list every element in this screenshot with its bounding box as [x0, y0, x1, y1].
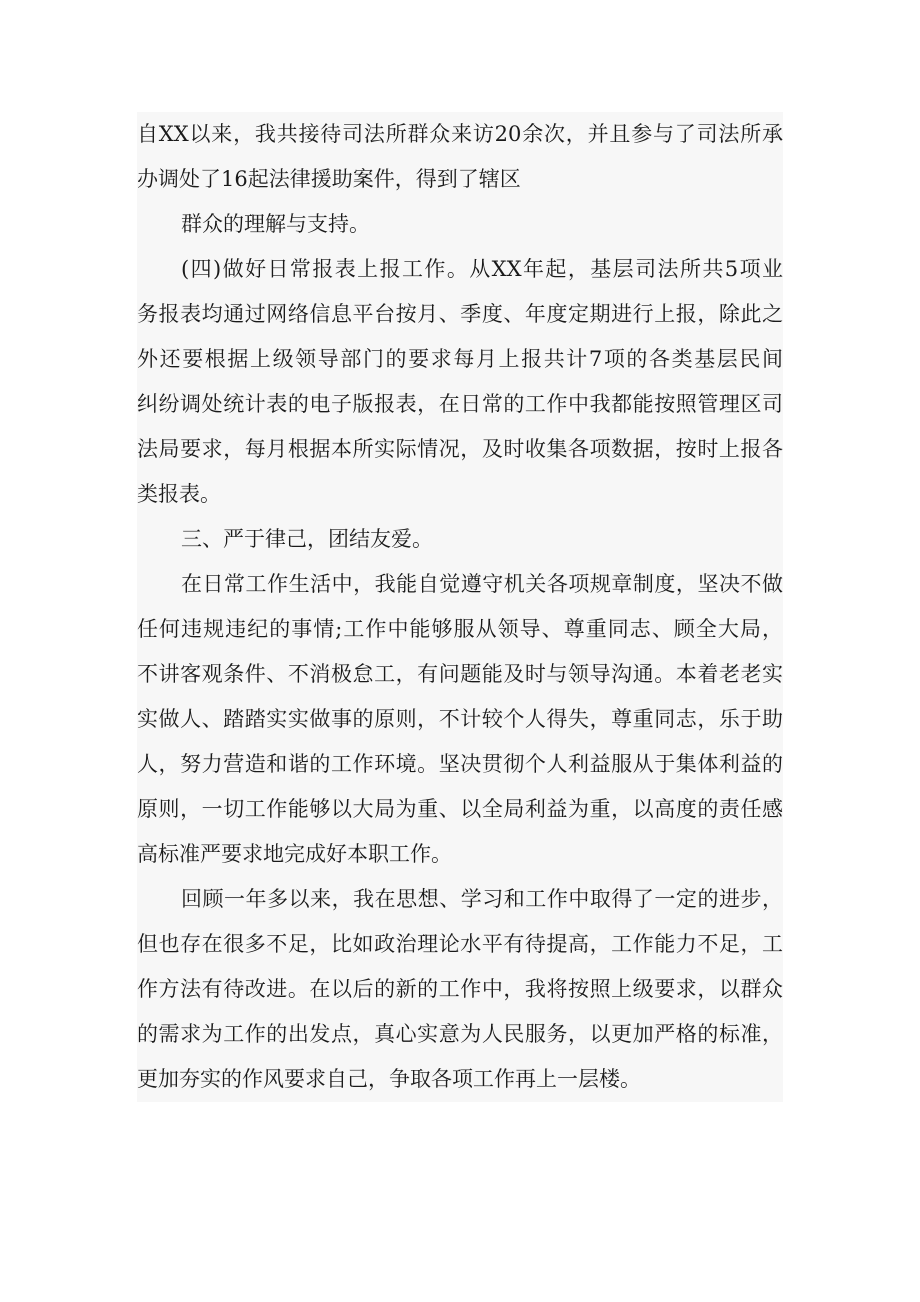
text-line: 任何违规违纪的事情;工作中能够服从领导、尊重同志、顾全大局， — [137, 617, 783, 641]
text-line: 纠纷调处统计表的电子版报表，在日常的工作中我都能按照管理区司 — [137, 392, 783, 416]
text-line: 实做人、踏踏实实做事的原则，不计较个人得失，尊重同志，乐于助 — [137, 707, 783, 731]
text-line: 类报表。 — [137, 482, 221, 506]
text-line: 群众的理解与支持。 — [181, 212, 370, 236]
text-line: 但也存在很多不足，比如政治理论水平有待提高，工作能力不足，工 — [137, 932, 783, 956]
text-line: 在日常工作生活中，我能自觉遵守机关各项规章制度，坚决不做 — [181, 572, 783, 596]
text-line: 的需求为工作的出发点，真心实意为人民服务，以更加严格的标准， — [137, 1022, 783, 1046]
text-line: 原则，一切工作能够以大局为重、以全局利益为重，以高度的责任感 — [137, 797, 783, 821]
text-line: 三、严于律己，团结友爱。 — [181, 527, 433, 551]
text-line: 作方法有待改进。在以后的新的工作中，我将按照上级要求，以群众 — [137, 977, 783, 1001]
text-line: (四)做好日常报表上报工作。从XX年起，基层司法所共5项业 — [181, 257, 783, 281]
text-line: 自XX以来，我共接待司法所群众来访20余次，并且参与了司法所承 — [137, 122, 783, 146]
text-line: 高标准严要求地完成好本职工作。 — [137, 842, 452, 866]
text-line: 法局要求，每月根据本所实际情况，及时收集各项数据，按时上报各 — [137, 437, 783, 461]
document-body — [137, 112, 783, 1102]
text-line: 外还要根据上级领导部门的要求每月上报共计7项的各类基层民间 — [137, 347, 783, 371]
text-line: 办调处了16起法律援助案件，得到了辖区 — [137, 167, 521, 191]
text-line: 人，努力营造和谐的工作环境。坚决贯彻个人利益服从于集体利益的 — [137, 752, 783, 776]
text-line: 不讲客观条件、不消极怠工，有问题能及时与领导沟通。本着老老实 — [137, 662, 783, 686]
text-line: 务报表均通过网络信息平台按月、季度、年度定期进行上报，除此之 — [137, 302, 783, 326]
text-line: 更加夯实的作风要求自己，争取各项工作再上一层楼。 — [137, 1067, 641, 1091]
text-line: 回顾一年多以来，我在思想、学习和工作中取得了一定的进步， — [181, 887, 783, 911]
